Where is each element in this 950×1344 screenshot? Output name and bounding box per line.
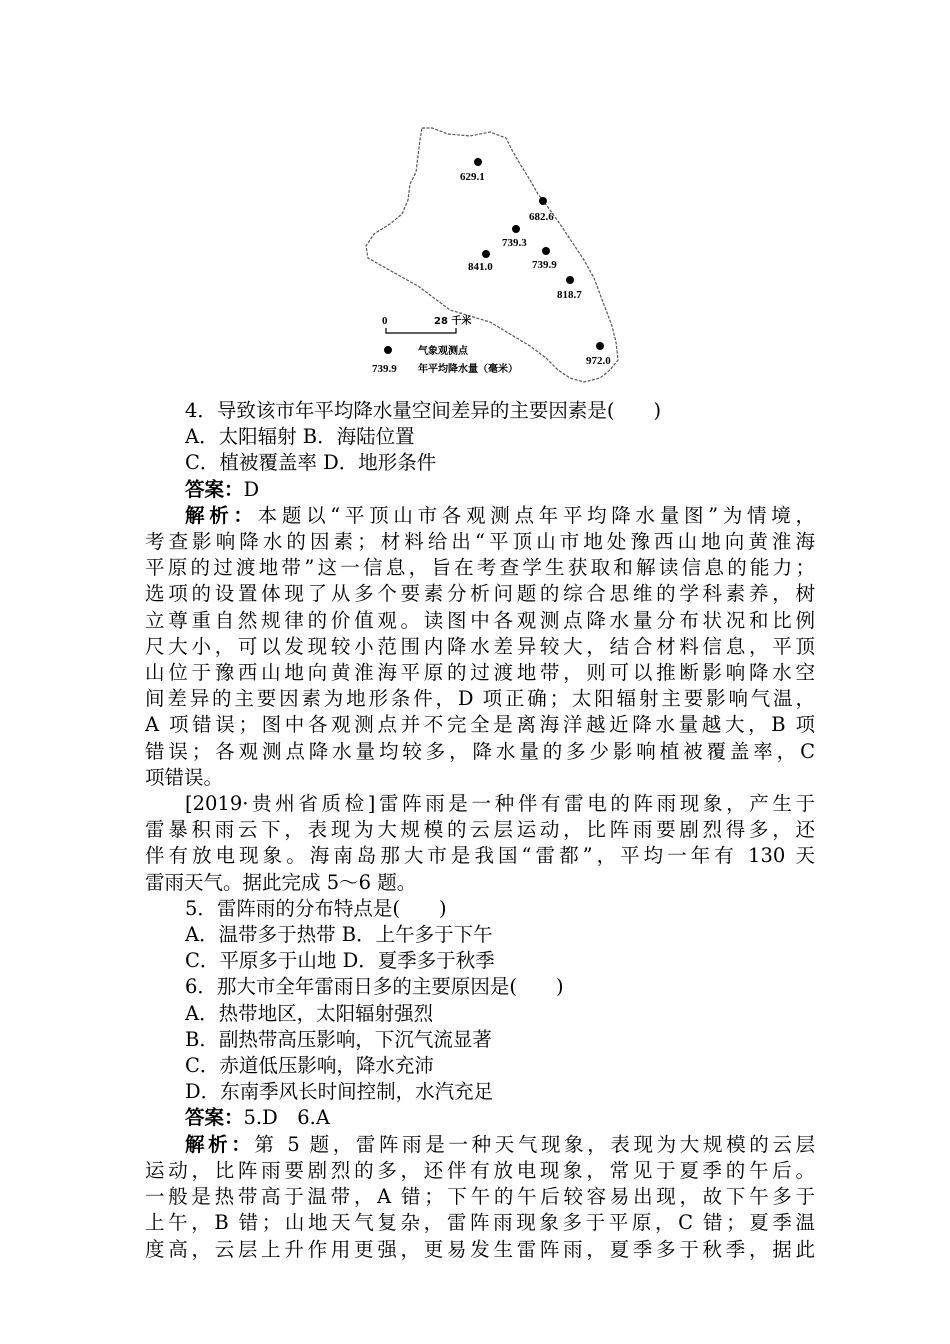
question-6-option-a: A．热带地区，太阳辐射强烈 [185,1001,434,1025]
answer-label: 答案： [185,477,244,501]
question-4-options-ab: A．太阳辐射 B．海陆位置 [185,425,415,449]
analysis-line: 平原的过渡地带”这一信息，旨在考查学生获取和解读信息的能力； [145,556,815,580]
station-value: 739.3 [502,237,527,249]
question-4-answer [145,477,815,503]
passage-line: 伴有放电现象。海南岛那大市是我国“雷都”，平均一年有 130 天 [145,844,815,868]
analysis-line: 尺大小，可以发现较小范围内降水差异较大，结合材料信息，平顶 [145,634,815,658]
map-legend [372,344,518,375]
legend-dot [384,346,392,354]
question-4-options-cd: C．植被覆盖率 D．地形条件 [185,451,437,475]
question-5-options-ab: A．温带多于热带 B．上午多于下午 [185,923,493,947]
station-value: 682.6 [529,211,554,223]
station-dot [512,225,520,233]
answer-value: D [243,477,260,501]
station-value: 841.0 [468,261,493,273]
station-dot [482,250,490,258]
question-6-option-c: C．赤道低压影响，降水充沛 [185,1054,434,1078]
analysis-line: 上午，B 错；山地天气复杂，雷阵雨现象多于平原，C 错；夏季温 [145,1211,815,1235]
analysis-line: 错误；各观测点降水量均较多，降水量的多少影响植被覆盖率，C [145,739,815,763]
question-6-option-d: D．东南季风长时间控制，水汽充足 [185,1080,494,1104]
map-figure [360,120,630,390]
station-dot [539,197,547,205]
station-value: 972.0 [586,355,611,367]
analysis-label: 解析： [185,503,258,527]
analysis-line: A 项错误；图中各观测点并不完全是离海洋越近降水量越大，B 项 [145,713,815,737]
passage-line: 雷暴积雨云下，表现为大规模的云层运动，比阵雨要剧烈得多，还 [145,818,815,842]
station-dot [596,342,604,350]
question-4-stem: 4．导致该市年平均降水量空间差异的主要因素是( ) [185,399,662,422]
analysis-line: 间差异的主要因素为地形条件，D 项正确；太阳辐射主要影响气温， [145,687,815,711]
precipitation-map [360,120,630,390]
scale-zero-label: 0 [382,315,388,327]
analysis-text: 本题以“平顶山市各观测点年平均降水量图”为情境， [257,503,815,527]
analysis-text: 第 5 题，雷阵雨是一种天气现象，表现为大规模的云层 [254,1132,815,1156]
analysis-line: 一般是热带高于温带，A 错；下午的午后较容易出现，故下午多于 [145,1185,815,1209]
passage-line: 雷雨天气。据此完成 5～6 题。 [145,870,417,894]
analysis-line: 运动，比阵雨要剧烈的多，还伴有放电现象，常见于夏季的午后。 [145,1158,815,1182]
station-value: 629.1 [460,171,485,183]
station-value: 739.9 [532,259,557,271]
legend-value-label: 年平均降水量（毫米） [418,364,518,375]
scale-bar [382,314,471,333]
passage-line: [2019·贵州省质检]雷阵雨是一种伴有雷电的阵雨现象，产生于 [185,792,815,816]
analysis-5-6-first-line [145,1132,815,1158]
station-dot [474,158,482,166]
station-value: 818.7 [557,289,582,301]
question-4-analysis-first-line [145,503,815,529]
question-5-options-cd: C．平原多于山地 D．夏季多于秋季 [185,949,495,973]
analysis-label: 解析： [185,1132,255,1156]
question-6-stem: 6．那大市全年雷雨日多的主要原因是( ) [185,975,564,999]
answer-value: 5.D 6.A [243,1106,330,1130]
answer-5-6 [145,1105,815,1131]
analysis-line: 选项的设置体现了从多个要素分析问题的综合思维的学科素养，树 [145,582,815,606]
analysis-line: 立尊重自然规律的价值观。读图中各观测点降水量分布状况和比例 [145,608,815,632]
legend-value-example: 739.9 [372,363,397,375]
station-dot [542,247,550,255]
scale-distance-label: 28 千米 [434,316,472,327]
question-5-stem: 5．雷阵雨的分布特点是( ) [185,896,447,920]
document-body [145,398,815,1263]
city-boundary [366,128,618,382]
legend-station-label: 气象观测点 [418,346,468,357]
analysis-line: 度高，云层上升作用更强，更易发生雷阵雨，夏季多于秋季，据此 [145,1237,815,1261]
answer-label: 答案： [185,1106,244,1130]
station-dot [566,276,574,284]
analysis-line: 项错误。 [145,765,224,789]
analysis-line: 考查影响降水的因素；材料给出“平顶山市地处豫西山地向黄淮海 [145,530,815,554]
question-6-option-b: B．副热带高压影响，下沉气流显著 [185,1027,492,1051]
analysis-line: 山位于豫西山地向黄淮海平原的过渡地带，则可以推断影响降水空 [145,661,815,685]
